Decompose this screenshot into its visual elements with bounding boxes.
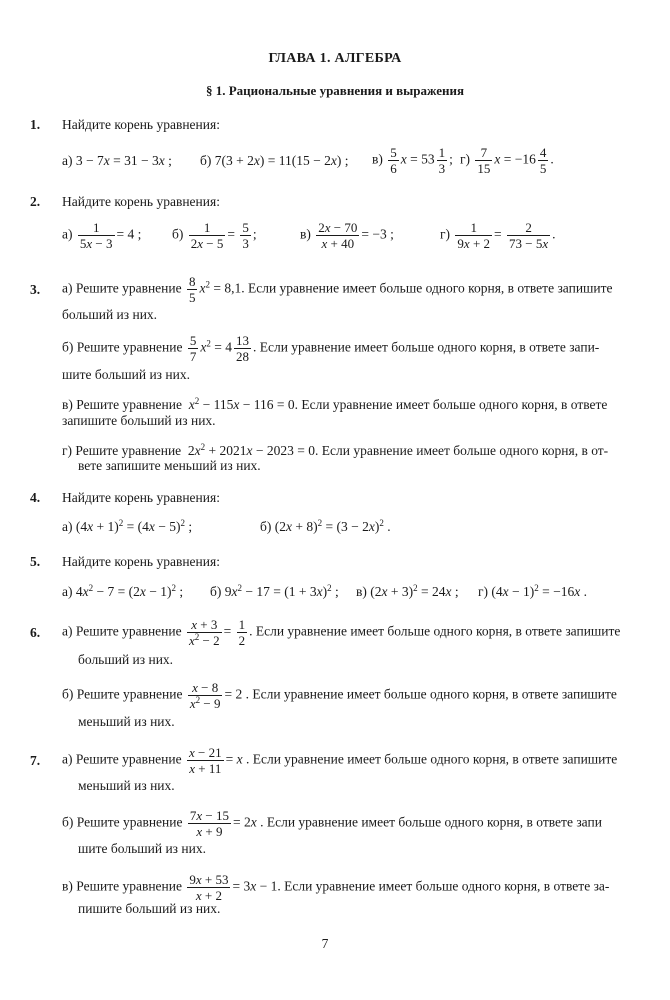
- problem-prompt: Найдите корень уравнения:: [62, 117, 220, 132]
- equation-5g: г) $(4x - 1)^2 = -16x$ .: [478, 583, 588, 599]
- problem-3a-cont: больший из них.: [62, 307, 158, 322]
- problem-prompt: Найдите корень уравнения:: [62, 554, 220, 569]
- problem-number: 6.: [30, 625, 41, 640]
- problem-number: 5.: [30, 554, 41, 569]
- problem-3v-cont: запишите больший из них.: [62, 413, 216, 428]
- equation-4b: б) $(2x + 8)^2 = (3 - 2x)^2$ .: [260, 518, 391, 534]
- equation-4a: а) $(4x + 1)^2 = (4x - 5)^2$ ;: [62, 518, 193, 534]
- equation-5a: а) $4x^2 - 7 = (2x - 1)^2$ ;: [62, 583, 184, 599]
- equation-5v: в) $(2x + 3)^2 = 24x$ ;: [356, 583, 459, 599]
- equation-1g: г) $\frac{7}{15}$ x = −16 $\frac{4}{5}$ .: [460, 145, 554, 176]
- problem-7v-cont: пишите больший из них.: [78, 901, 221, 916]
- equation-2g: г) $\frac{1}{9x + 2}$ = $\frac{2}{73 - 5x}$ .: [440, 220, 556, 251]
- problem-number: 4.: [30, 490, 41, 505]
- problem-number: 3.: [30, 282, 41, 297]
- problem-number: 1.: [30, 117, 41, 132]
- equation-5b: б) $9x^2 - 17 = (1 + 3x)^2$ ;: [210, 583, 339, 599]
- equation-2a: а) $\frac{1}{5x - 3}$ = 4 ;: [62, 220, 142, 251]
- problem-3a: а) Решите уравнение $\frac{8}{5}$ $x^2 = 8,1$. Если уравнение имеет больше одного корня, в ответе запишите: [62, 274, 613, 305]
- equation-2b: б) $\frac{1}{2x - 5}$ = $\frac{5}{3}$ ;: [172, 220, 257, 251]
- problem-7b: б) Решите уравнение $\frac{7x - 15}{x + 9}$ = 2x . Если уравнение имеет больше одного корня, в ответе запи: [62, 808, 602, 839]
- problem-number: 2.: [30, 194, 41, 209]
- equation-1b: б) 7(3 + 2x) = 11(15 − 2x) ;: [200, 153, 349, 168]
- problem-3g: г) Решите уравнение $2x^2 + 2021x - 2023 = 0$. Если уравнение имеет больше одного корня, в от-: [62, 442, 609, 458]
- problem-7a: а) Решите уравнение $\frac{x - 21}{x + 11}$ = x . Если уравнение имеет больше одного корня, в ответе запишите: [62, 745, 618, 776]
- problem-3b: б) Решите уравнение $\frac{5}{7}$ $x^2 = 4$ $\frac{13}{28}$ . Если уравнение имеет больше одного корня, в ответе запи-: [62, 333, 600, 364]
- problem-7a-cont: меньший из них.: [78, 778, 175, 793]
- section-title: § 1. Рациональные уравнения и выражения: [205, 83, 465, 98]
- problem-number: 7.: [30, 753, 41, 768]
- equation-1a: а) 3 − 7x = 31 − 3x ;: [62, 153, 172, 168]
- problem-3v: в) Решите уравнение $x^2 - 115x - 116 = 0$. Если уравнение имеет больше одного корня, в ответе: [62, 396, 608, 412]
- problem-6a-cont: больший из них.: [78, 652, 174, 667]
- problem-6b: б) Решите уравнение $\frac{x - 8}{x^2 - 9}$ = 2 . Если уравнение имеет больше одного корня, в ответе запишите: [62, 680, 617, 711]
- problem-7b-cont: шите больший из них.: [78, 841, 206, 856]
- equation-1v: в) $\frac{5}{6}$ x = 53 $\frac{1}{3}$ ;: [372, 145, 453, 176]
- problem-prompt: Найдите корень уравнения:: [62, 194, 220, 209]
- problem-3g-cont: вете запишите меньший из них.: [78, 458, 261, 473]
- page-number: 7: [321, 936, 329, 951]
- problem-6b-cont: меньший из них.: [78, 714, 175, 729]
- problem-3b-cont: шите больший из них.: [62, 367, 190, 382]
- equation-2v: в) $\frac{2x - 70}{x + 40}$ = −3 ;: [300, 220, 394, 251]
- problem-prompt: Найдите корень уравнения:: [62, 490, 220, 505]
- problem-6a: а) Решите уравнение $\frac{x + 3}{x^2 - 2}$ = $\frac{1}{2}$ . Если уравнение имеет больше одного корня, в ответе запишите: [62, 617, 621, 648]
- chapter-title: ГЛАВА 1. АЛГЕБРА: [268, 51, 402, 66]
- problem-7v: в) Решите уравнение $\frac{9x + 53}{x + 2}$ = 3x − 1. Если уравнение имеет больше одного корня, в ответе за-: [62, 872, 610, 903]
